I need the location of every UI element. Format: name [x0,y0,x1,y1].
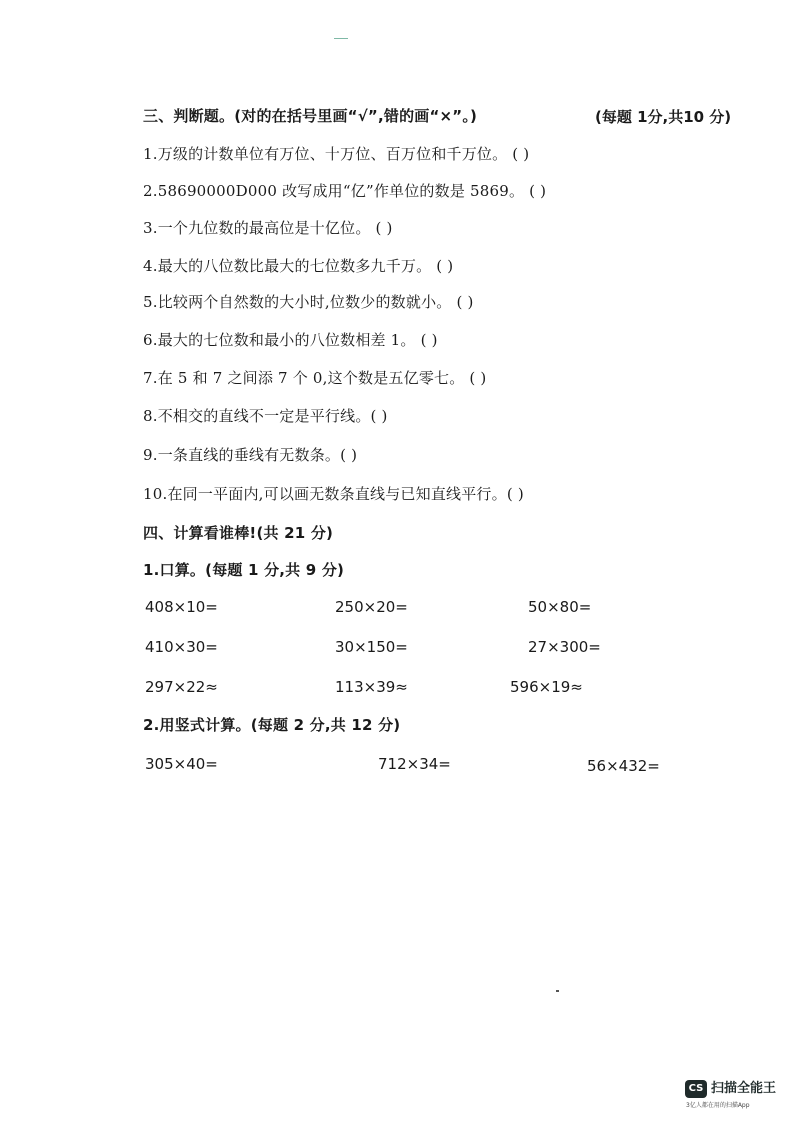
judgement-item-4: 4.最大的八位数比最大的七位数多九千万。 ( ) [143,257,454,275]
scan-mark [334,38,348,39]
watermark-tagline: 3亿人都在用的扫描App [686,1102,750,1109]
scan-speck [556,990,559,992]
scanner-watermark [685,1080,794,1116]
mental-math-expression: 297×22≈ [145,678,218,696]
mental-math-expression: 30×150= [335,638,408,656]
section-3-score-note: (每题 1分,共10 分) [595,108,732,126]
judgement-item-2: 2.58690000D000 改写成用“亿”作单位的数是 5869。 ( ) [143,182,547,200]
judgement-item-3: 3.一个九位数的最高位是十亿位。 ( ) [143,219,393,237]
judgement-item-6: 6.最大的七位数和最小的八位数相差 1。 ( ) [143,331,438,349]
mental-math-expression: 27×300= [528,638,601,656]
vertical-calc-expression: 305×40= [145,755,218,773]
watermark-name: 扫描全能王 [711,1081,777,1096]
mental-math-expression: 113×39≈ [335,678,408,696]
mental-math-heading: 1.口算。(每题 1 分,共 9 分) [143,561,345,579]
judgement-item-8: 8.不相交的直线不一定是平行线。( ) [143,407,388,425]
vertical-calc-expression: 56×432= [587,757,660,775]
judgement-item-9: 9.一条直线的垂线有无数条。( ) [143,446,358,464]
vertical-calc-expression: 712×34= [378,755,451,773]
camscanner-logo-icon: CS [685,1080,707,1098]
judgement-item-5: 5.比较两个自然数的大小时,位数少的数就小。 ( ) [143,293,474,311]
vertical-calc-heading: 2.用竖式计算。(每题 2 分,共 12 分) [143,716,401,734]
section-4-heading: 四、计算看谁棒!(共 21 分) [143,524,334,542]
mental-math-expression: 410×30= [145,638,218,656]
judgement-item-10: 10.在同一平面内,可以画无数条直线与已知直线平行。( ) [143,485,524,503]
mental-math-expression: 408×10= [145,598,218,616]
mental-math-expression: 596×19≈ [510,678,583,696]
mental-math-expression: 50×80= [528,598,592,616]
mental-math-expression: 250×20= [335,598,408,616]
judgement-item-7: 7.在 5 和 7 之间添 7 个 0,这个数是五亿零七。 ( ) [143,369,487,387]
section-3-heading [143,106,477,126]
section-3-title: 三、判断题。(对的在括号里画“√”,错的画“×”。) [143,107,478,125]
judgement-item-1: 1.万级的计数单位有万位、十万位、百万位和千万位。 ( ) [143,145,530,163]
